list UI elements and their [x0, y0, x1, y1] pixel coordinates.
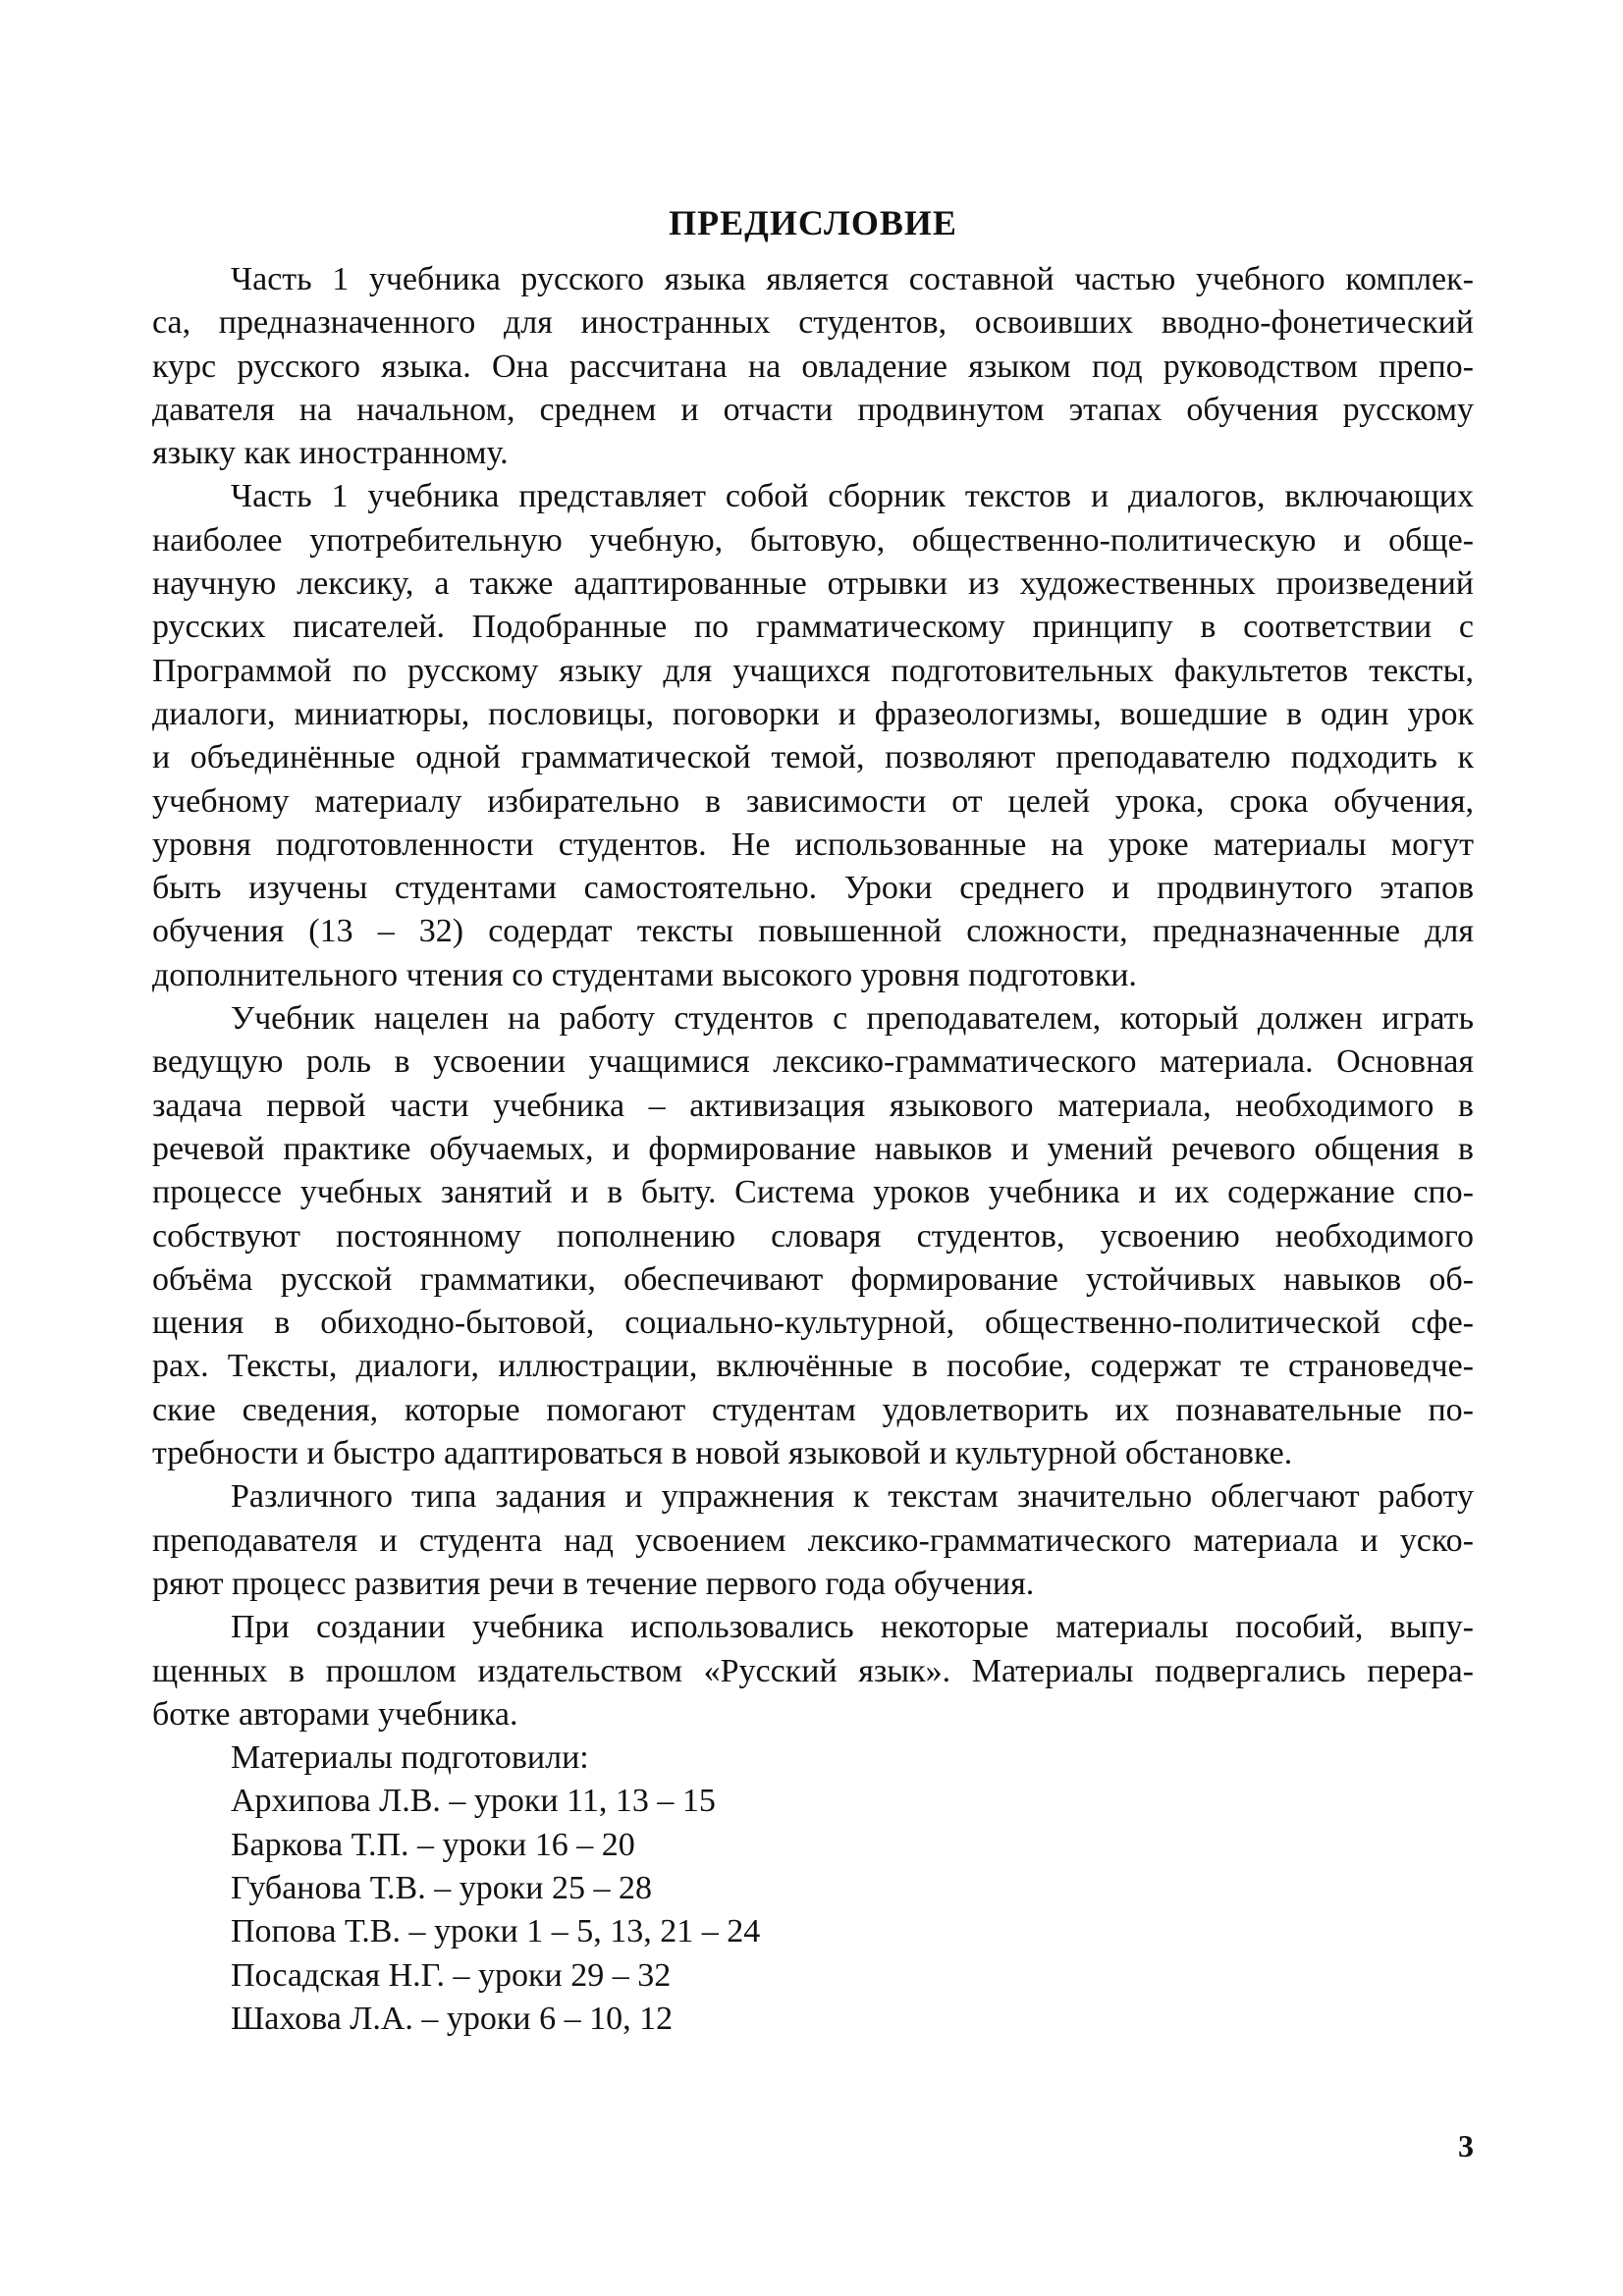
preface-paragraph — [152, 1606, 1474, 1736]
paragraph-line: При создании учебника использовались некоторые материалы пособий, выпу- — [231, 1609, 1474, 1646]
paragraph-line: давателя на начальном, среднем и отчасти продвинутом этапах обучения русскому — [152, 391, 1474, 428]
paragraph-line: Программой по русскому языку для учащихся подготовительных факультетов тексты, — [152, 652, 1474, 689]
authors-list — [152, 1736, 1474, 2041]
paragraph-line: уровня подготовленности студентов. Не использованные на уроке материалы могут — [152, 826, 1474, 863]
page-title: ПРЕДИСЛОВИЕ — [669, 203, 957, 242]
paragraph-line: ряют процесс развития речи в течение первого года обучения. — [152, 1565, 1035, 1602]
paragraph-line: учебному материалу избирательно в зависимости от целей урока, срока обучения, — [152, 782, 1474, 820]
page-number: 3 — [1458, 2128, 1474, 2163]
paragraph-line: требности и быстро адаптироваться в новой языковой и культурной обстановке. — [152, 1435, 1293, 1472]
paragraph-line: рах. Тексты, диалоги, иллюстрации, включённые в пособие, содержат те страноведче- — [152, 1348, 1474, 1385]
author-entry: Посадская Н.Г. – уроки 29 – 32 — [231, 1956, 672, 1994]
author-entry: Попова Т.В. – уроки 1 – 5, 13, 21 – 24 — [231, 1913, 761, 1950]
author-entry: Баркова Т.П. – уроки 16 – 20 — [231, 1826, 635, 1863]
preface-paragraph — [152, 258, 1474, 475]
paragraph-line: наиболее употребительную учебную, бытовую, общественно-политическую и обще- — [152, 521, 1474, 559]
paragraph-line: ские сведения, которые помогают студентам удовлетворить их познавательные по- — [152, 1391, 1474, 1428]
paragraph-line: задача первой части учебника – активизация языкового материала, необходимого в — [152, 1087, 1474, 1124]
preface-body — [152, 258, 1474, 1736]
paragraph-line: щенных в прошлом издательством «Русский язык». Материалы подвергались перера- — [152, 1652, 1474, 1689]
authors-heading: Материалы подготовили: — [231, 1739, 589, 1777]
paragraph-line: процессе учебных занятий и в быту. Система уроков учебника и их содержание спо- — [152, 1174, 1474, 1211]
paragraph-line: собствуют постоянному пополнению словаря студентов, усвоению необходимого — [152, 1217, 1474, 1255]
paragraph-line: щения в обиходно-бытовой, социально-культурной, общественно-политической сфе- — [152, 1305, 1474, 1342]
paragraph-line: ведущую роль в усвоении учащимися лексико-грамматического материала. Основная — [152, 1043, 1474, 1081]
paragraph-line: диалоги, миниатюры, пословицы, поговорки и фразеологизмы, вошедшие в один урок — [152, 695, 1474, 732]
paragraph-line: курс русского языка. Она рассчитана на овладение языком под руководством препо- — [152, 347, 1474, 385]
paragraph-line: ботке авторами учебника. — [152, 1695, 518, 1733]
paragraph-line: русских писателей. Подобранные по грамматическому принципу в соответствии с — [152, 609, 1474, 646]
paragraph-line: Часть 1 учебника русского языка является составной частью учебного комплек- — [231, 261, 1474, 297]
author-entry: Шахова Л.А. – уроки 6 – 10, 12 — [231, 2000, 674, 2037]
author-entry: Губанова Т.В. – уроки 25 – 28 — [231, 1869, 652, 1906]
paragraph-line: Часть 1 учебника представляет собой сборник текстов и диалогов, включающих — [231, 478, 1474, 515]
preface-paragraph — [152, 997, 1474, 1475]
preface-paragraph — [152, 475, 1474, 997]
paragraph-line: Различного типа задания и упражнения к текстам значительно облегчают работу — [231, 1478, 1474, 1516]
paragraph-line: са, предназначенного для иностранных студентов, освоивших вводно-фонетический — [152, 304, 1474, 342]
paragraph-line: дополнительного чтения со студентами высокого уровня подготовки. — [152, 956, 1137, 993]
paragraph-line: речевой практике обучаемых, и формирование навыков и умений речевого общения в — [152, 1130, 1474, 1167]
paragraph-line: преподавателя и студента над усвоением лексико-грамматического материала и уско- — [152, 1522, 1474, 1559]
document-page — [152, 191, 1474, 2041]
paragraph-line: обучения (13 – 32) содердат тексты повышенной сложности, предназначенные для — [152, 913, 1474, 950]
author-entry: Архипова Л.В. – уроки 11, 13 – 15 — [231, 1783, 716, 1820]
paragraph-line: языку как иностранному. — [152, 435, 509, 472]
preface-paragraph — [152, 1475, 1474, 1606]
paragraph-line: Учебник нацелен на работу студентов с преподавателем, который должен играть — [231, 1000, 1474, 1038]
paragraph-line: объёма русской грамматики, обеспечивают формирование устойчивых навыков об- — [152, 1260, 1474, 1298]
paragraph-line: и объединённые одной грамматической темой, позволяют преподавателю подходить к — [152, 739, 1474, 776]
paragraph-line: быть изучены студентами самостоятельно. Уроки среднего и продвинутого этапов — [152, 870, 1474, 907]
paragraph-line: научную лексику, а также адаптированные отрывки из художественных произведений — [152, 565, 1474, 603]
